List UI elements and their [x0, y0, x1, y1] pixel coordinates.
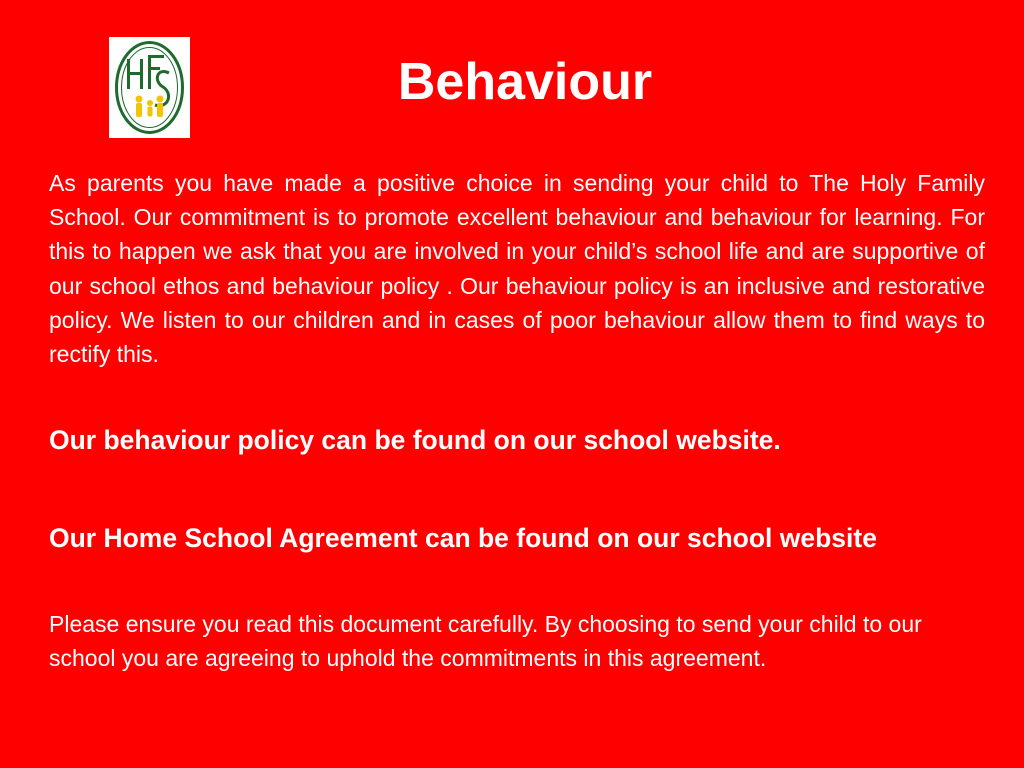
policy-note: Our behaviour policy can be found on our school website.: [49, 425, 781, 455]
closing-paragraph: Please ensure you read this document carefully. By choosing to send your child to our school you are agreeing to uphold the commitments in this agreement.: [49, 611, 922, 672]
page-title: Behaviour: [397, 53, 653, 111]
agreement-note: Our Home School Agreement can be found on our school website: [49, 523, 877, 553]
intro-paragraph: As parents you have made a positive choice in sending your child to The Holy Family School. Our commitment is to promote excellent behaviour and behaviour for learning. For this to happen we ask that you are involved in your child’s school life and are supportive of our school ethos and behaviour policy . Our behaviour policy is an inclusive and restorative policy. We listen to our children and in cases of poor behaviour allow them to find ways to rectify this.: [49, 170, 985, 368]
